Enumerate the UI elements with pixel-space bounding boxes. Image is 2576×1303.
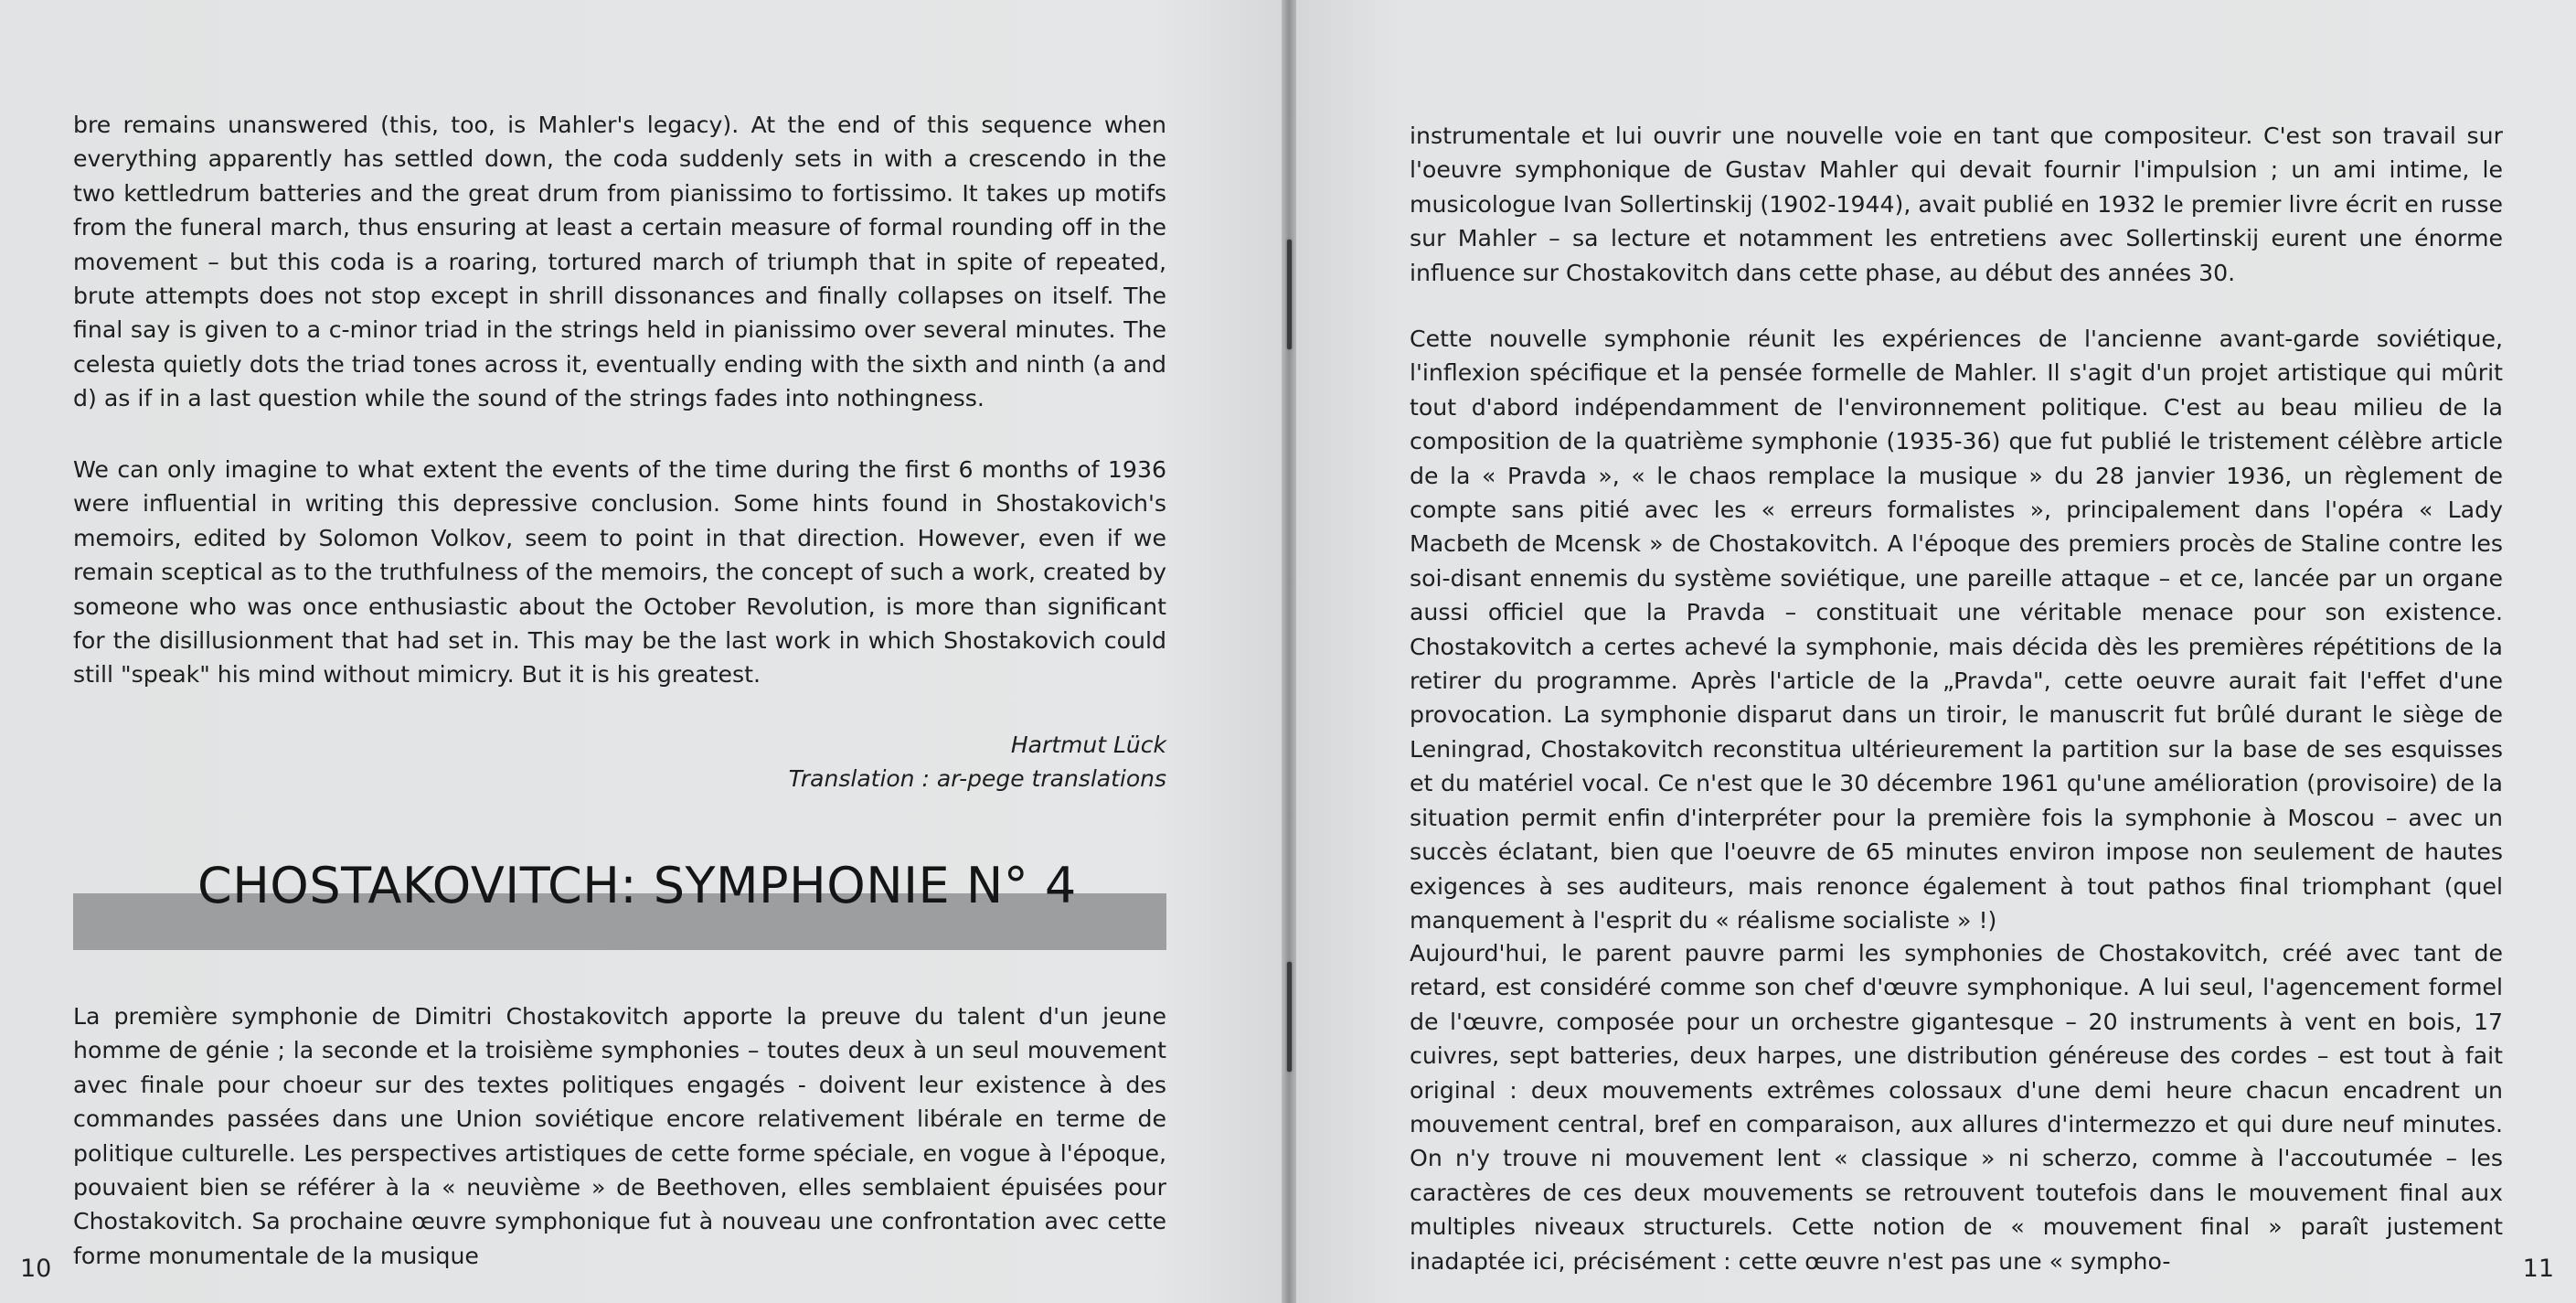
left-page	[0, 0, 1282, 1303]
left-paragraph-3: La première symphonie de Dimitri Chostakovitch apporte la preuve du talent d'un jeune homme de génie ; la seconde et la troisième symphonies – toutes deux à un seul mouvement avec finale pour choeur sur des textes politiques engagés - doivent leur existence à des commandes passées dans une Union soviétique encore relativement libérale en terme de politique culturelle. Les perspectives artistiques de cette forme spéciale, en vogue à l'époque, pouvaient bien se référer à la « neuvième » de Beethoven, elles semblaient épuisées pour Chostakovitch. Sa prochaine œuvre symphonique fut à nouveau une confrontation avec cette forme monumentale de la musique	[73, 1003, 1166, 1269]
left-text-block-3	[73, 999, 1166, 1273]
right-paragraph-3: Aujourd'hui, le parent pauvre parmi les symphonies de Chostakovitch, créé avec tant de retard, est considéré comme son chef d'œuvre symphonique. A lui seul, l'agencement formel de l'œuvre, composée pour un orchestre gigantesque – 20 instruments à vent en bois, 17 cuivres, sept batteries, deux harpes, une distribution généreuse des cordes – est tout à fait original : deux mouvements extrêmes colossaux d'une demi heure chacun encadrent un mouvement central, bref en comparaison, aux allures d'intermezzo et qui dure neuf minutes. On n'y trouve ni mouvement lent « classique » ni scherzo, comme à l'accoutumée – les caractères de ces deux mouvements se retrouvent toutefois dans le mouvement final aux multiples niveaux structurels. Cette notion de « mouvement final » paraît justement inadaptée ici, précisément : cette œuvre n'est pas une « sympho-	[1410, 940, 2503, 1275]
translation-credit: Translation : ar-pege translations	[788, 765, 1166, 792]
staple-top	[1287, 240, 1292, 349]
right-text-block-1	[1410, 119, 2503, 290]
author-signature: Hartmut Lück	[1010, 732, 1166, 758]
spine-gutter	[1282, 0, 1296, 1303]
left-paragraph-2: We can only imagine to what extent the events of the time during the first 6 months of 1936 were influential in writing this depressive conclusion. Some hints found in Shostakovich's memoirs, edited by Solomon Volkov, seem to point in that direction. However, even if we remain sceptical as to the truthfulness of the memoirs, the concept of such a work, created by someone who was once enthusiastic about the October Revolution, is more than significant for the disillusionment that had set in. This may be the last work in which Shostakovich could still "speak" his mind without mimicry. But it is his greatest.	[73, 456, 1166, 689]
staple-bottom	[1287, 962, 1292, 1072]
left-paragraph-1: bre remains unanswered (this, too, is Mahler's legacy). At the end of this sequence when everything apparently has settled down, the coda suddenly sets in with a crescendo in the two kettledrum batteries and the great drum from pianissimo to fortissimo. It takes up motifs from the funeral march, thus ensuring at least a certain measure of formal rounding off in the movement – but this coda is a roaring, tortured march of triumph that in spite of repeated, brute attempts does not stop except in shrill dissonances and finally collapses on itself. The final say is given to a c-minor triad in the strings held in pianissimo over several minutes. The celesta quietly dots the triad tones across it, eventually ending with the sixth and ninth (a and d) as if in a last question while the sound of the strings fades into nothingness.	[73, 112, 1166, 412]
right-paragraph-2: Cette nouvelle symphonie réunit les expériences de l'ancienne avant-garde soviétique, l'inflexion spécifique et la pensée formelle de Mahler. Il s'agit d'un projet artistique qui mûrit tout d'abord indépendamment de l'environnement politique. C'est au beau milieu de la composition de la quatrième symphonie (1935-36) que fut publié le tristement célèbre article de la « Pravda », « le chaos remplace la musique » du 28 janvier 1936, un règlement de compte sans pitié avec les « erreurs formalistes », principalement dans l'opéra « Lady Macbeth de Mcensk » de Chostakovitch. A l'époque des premiers procès de Staline contre les soi-disant ennemis du système soviétique, une pareille attaque – et ce, lancée par un organe aussi officiel que la Pravda – constituait une véritable menace pour son existence. Chostakovitch a certes achevé la symphonie, mais décida dès les premières répétitions de la retirer du programme. Après l'article de la „Pravda", cette oeuvre aurait fait l'effet d'une provocation. La symphonie disparut dans un tiroir, le manuscrit fut brûlé durant le siège de Leningrad, Chostakovitch reconstitua ultérieurement la partition sur la base de ses esquisses et du matériel vocal. Ce n'est que le 30 décembre 1961 qu'une amélioration (provisoire) de la situation permit enfin d'interpréter pour la première fois la symphonie à Moscou – avec un succès éclatant, bien que l'oeuvre de 65 minutes environ impose non seulement de hautes exigences à ses auditeurs, mais renonce également à tout pathos final triomphant (quel manquement à l'esprit du « réalisme socialiste » !)	[1410, 326, 2503, 934]
section-heading: CHOSTAKOVITCH: SYMPHONIE N° 4	[197, 857, 1077, 914]
right-paragraph-1: instrumentale et lui ouvrir une nouvelle voie en tant que compositeur. C'est son travail sur l'oeuvre symphonique de Gustav Mahler qui devait fournir l'impulsion ; un ami intime, le musicologue Ivan Sollertinskij (1902-1944), avait publié en 1932 le premier livre écrit en russe sur Mahler – sa lecture et notamment les entretiens avec Sollertinskij eurent une énorme influence sur Chostakovitch dans cette phase, au début des années 30.	[1410, 123, 2503, 286]
page-number-left: 10	[20, 1255, 52, 1283]
left-text-block-2	[73, 453, 1166, 692]
signature-block	[73, 728, 1166, 796]
right-page	[1296, 0, 2576, 1303]
page-number-right: 11	[2522, 1255, 2554, 1283]
right-text-block-2	[1410, 322, 2503, 937]
right-text-block-3	[1410, 936, 2503, 1278]
left-text-block-1	[73, 108, 1166, 416]
